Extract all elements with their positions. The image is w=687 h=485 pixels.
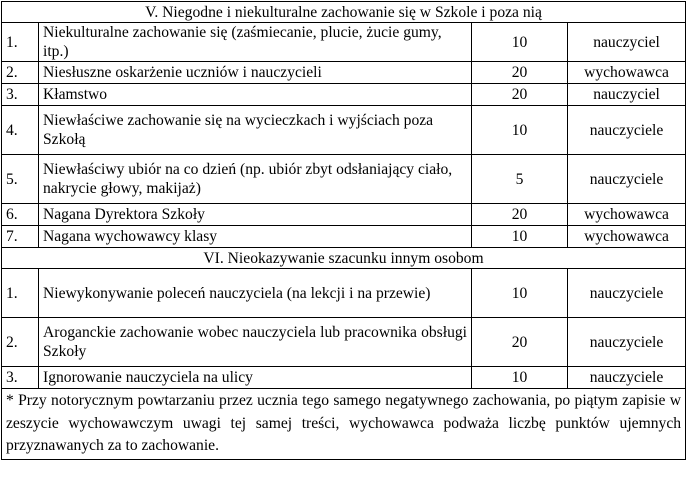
row-points: 10 bbox=[472, 226, 568, 248]
row-points: 20 bbox=[472, 318, 568, 367]
table-row bbox=[2, 204, 686, 226]
table-row bbox=[2, 226, 686, 248]
section-header-row bbox=[2, 248, 686, 269]
table-row bbox=[2, 318, 686, 367]
row-description: Niesłuszne oskarżenie uczniów i nauczycieli bbox=[39, 62, 472, 84]
note-row bbox=[2, 389, 686, 460]
row-number: 2. bbox=[2, 62, 39, 84]
table-row bbox=[2, 367, 686, 389]
row-number: 2. bbox=[2, 318, 39, 367]
row-responsible: nauczyciele bbox=[568, 269, 686, 318]
row-points: 20 bbox=[472, 84, 568, 106]
row-number: 6. bbox=[2, 204, 39, 226]
row-responsible: nauczyciele bbox=[568, 318, 686, 367]
section-header-row bbox=[2, 2, 686, 23]
table-row bbox=[2, 62, 686, 84]
row-number: 3. bbox=[2, 367, 39, 389]
row-responsible: nauczyciele bbox=[568, 155, 686, 204]
row-points: 10 bbox=[472, 269, 568, 318]
row-points: 10 bbox=[472, 367, 568, 389]
table-row bbox=[2, 23, 686, 62]
row-number: 3. bbox=[2, 84, 39, 106]
row-description: Niewłaściwe zachowanie się na wycieczkach i wyjściach poza Szkołą bbox=[39, 106, 472, 155]
section-vi-title: VI. Nieokazywanie szacunku innym osobom bbox=[2, 248, 686, 269]
row-responsible: wychowawca bbox=[568, 226, 686, 248]
table-row bbox=[2, 155, 686, 204]
row-number: 5. bbox=[2, 155, 39, 204]
row-responsible: wychowawca bbox=[568, 204, 686, 226]
footnote: * Przy notorycznym powtarzaniu przez ucznia tego samego negatywnego zachowania, po piątym zapisie w zeszycie wychowawczym uwagi tej samej treści, wychowawca podważa liczbę punktów ujemnych przyznawanych za to zachowanie. bbox=[2, 389, 686, 460]
row-responsible: nauczyciele bbox=[568, 106, 686, 155]
row-description: Niekulturalne zachowanie się (zaśmiecanie, plucie, żucie gumy, itp.) bbox=[39, 23, 472, 62]
row-description: Kłamstwo bbox=[39, 84, 472, 106]
row-description: Aroganckie zachowanie wobec nauczyciela lub pracownika obsługi Szkoły bbox=[39, 318, 472, 367]
row-number: 1. bbox=[2, 269, 39, 318]
table-row bbox=[2, 84, 686, 106]
row-responsible: nauczyciel bbox=[568, 84, 686, 106]
row-description: Nagana Dyrektora Szkoły bbox=[39, 204, 472, 226]
row-responsible: nauczyciel bbox=[568, 23, 686, 62]
row-responsible: wychowawca bbox=[568, 62, 686, 84]
row-number: 1. bbox=[2, 23, 39, 62]
section-v-title: V. Niegodne i niekulturalne zachowanie się w Szkole i poza nią bbox=[2, 2, 686, 23]
behavior-points-table bbox=[1, 1, 686, 460]
row-number: 4. bbox=[2, 106, 39, 155]
row-description: Nagana wychowawcy klasy bbox=[39, 226, 472, 248]
row-description: Niewłaściwy ubiór na co dzień (np. ubiór zbyt odsłaniający ciało, nakrycie głowy, makijaż) bbox=[39, 155, 472, 204]
row-points: 10 bbox=[472, 106, 568, 155]
row-points: 5 bbox=[472, 155, 568, 204]
row-number: 7. bbox=[2, 226, 39, 248]
row-points: 10 bbox=[472, 23, 568, 62]
row-points: 20 bbox=[472, 204, 568, 226]
row-points: 20 bbox=[472, 62, 568, 84]
table-row bbox=[2, 269, 686, 318]
table-row bbox=[2, 106, 686, 155]
row-responsible: nauczyciele bbox=[568, 367, 686, 389]
row-description: Ignorowanie nauczyciela na ulicy bbox=[39, 367, 472, 389]
row-description: Niewykonywanie poleceń nauczyciela (na lekcji i na przewie) bbox=[39, 269, 472, 318]
